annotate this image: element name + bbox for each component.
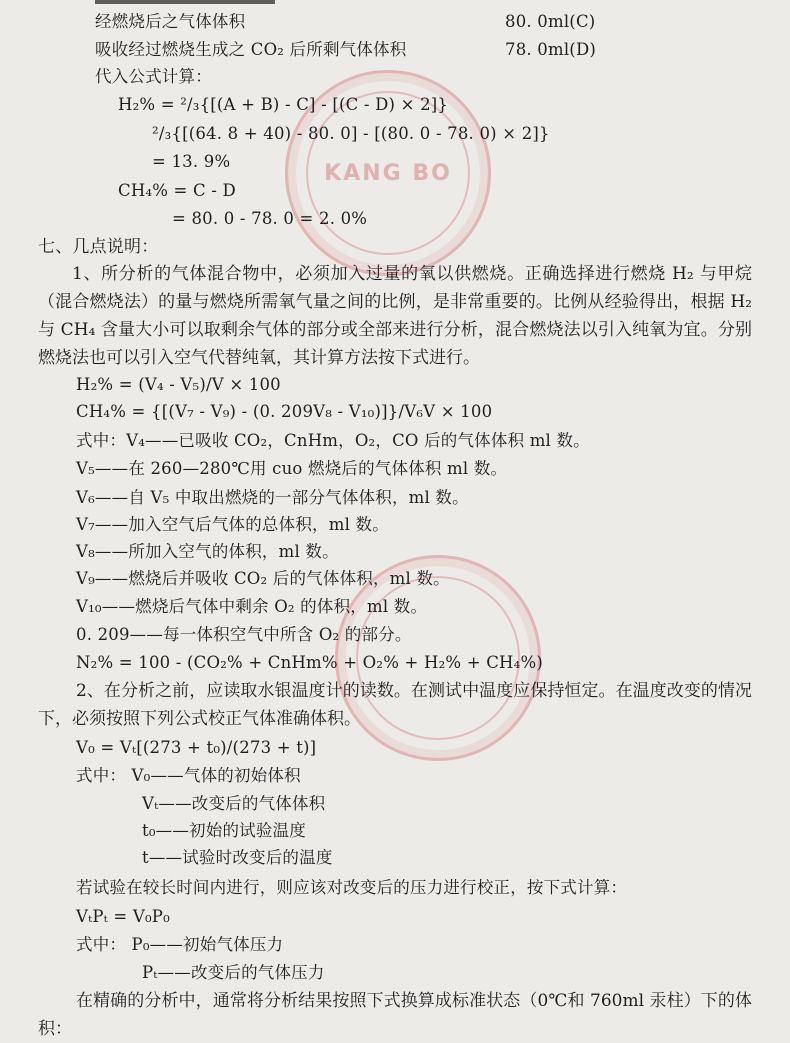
standard-state-paragraph: 在精确的分析中，通常将分析结果按照下式换算成标准状态（0℃和 760ml 汞柱）下的体积： [38, 991, 752, 1039]
watermark-brand: KANG BO [324, 160, 452, 186]
definition-v0: 式中： V₀——气体的初始体积 [76, 766, 301, 785]
definition-pt: Pₜ——改变后的气体压力 [142, 963, 325, 982]
volume-label-d: 吸收经过燃烧生成之 CO₂ 后所剩气体体积 [95, 40, 407, 59]
definition-v5: V₅——在 260—280℃用 cuo 燃烧后的气体体积 ml 数。 [76, 459, 508, 478]
definition-vt: Vₜ——改变后的气体体积 [142, 794, 326, 813]
section-title: 七、几点说明： [38, 237, 159, 257]
paragraph-item-1: 1、所分析的气体混合物中，必须加入过量的氧以供燃烧。正确选择进行燃烧 H₂ 与甲烷（混合燃烧法）的量与燃烧所需氧气量之间的比例，是非常重要的。比例从经验得出，根据 H₂ 与 CH₄ 含量大小可以取剩余气体的部分或全部来进行分析，混合燃烧法以引入纯氧为宜。分别燃烧法也可以引入空气代替纯氧，其计算方法按下式进行。 [38, 264, 752, 368]
equation-volume-correction: V₀ = Vₜ[(273 + t₀)/(273 + t)] [76, 738, 317, 757]
cropped-line-fragment [95, 0, 275, 4]
definition-0209: 0. 209——每一体积空气中所含 O₂ 的部分。 [76, 625, 412, 644]
formula-h2-substituted: ²/₃{[(64. 8 + 40) - 80. 0] - [(80. 0 - 78. 0) × 2]} [152, 124, 550, 143]
formula-ch4-result: = 80. 0 - 78. 0 = 2. 0% [172, 209, 368, 228]
volume-row-c [95, 11, 245, 33]
pressure-correction-intro: 若试验在较长时间内进行，则应该对改变后的压力进行校正，按下式计算： [76, 878, 628, 897]
formula-h2-general: H₂% = ²/₃{[(A + B) - C] - [(C - D) × 2]} [118, 95, 449, 114]
definition-v8: V₈——所加入空气的体积，ml 数。 [76, 542, 339, 561]
equation-pressure: VₜPₜ = V₀P₀ [76, 907, 170, 926]
calc-intro: 代入公式计算： [95, 67, 212, 86]
volume-value-c: 80. 0ml(C) [505, 12, 596, 31]
paragraph-item-2: 2、在分析之前，应读取水银温度计的读数。在测试中温度应保持恒定。在温度改变的情况下，必须按照下列公式校正气体准确体积。 [38, 681, 752, 729]
definition-v9: V₉——燃烧后并吸收 CO₂ 后的气体体积，ml 数。 [76, 569, 450, 588]
volume-label-c: 经燃烧后之气体体积 [95, 12, 246, 31]
definition-v4: 式中：V₄——已吸收 CO₂，CnHm，O₂，CO 后的气体体积 ml 数。 [76, 431, 590, 450]
definition-v10: V₁₀——燃烧后气体中剩余 O₂ 的体积，ml 数。 [76, 597, 428, 616]
equation-ch4: CH₄% = {[(V₇ - V₉) - (0. 209V₈ - V₁₀)]}/V₆V × 100 [76, 402, 493, 421]
volume-value-d: 78. 0ml(D) [505, 40, 597, 59]
equation-n2: N₂% = 100 - (CO₂% + CnHm% + O₂% + H₂% + CH₄%) [76, 653, 543, 672]
equation-h2: H₂% = (V₄ - V₅)/V × 100 [76, 375, 281, 394]
formula-ch4-general: CH₄% = C - D [118, 181, 236, 200]
volume-row-d [95, 39, 406, 61]
definition-t0: t₀——初始的试验温度 [142, 821, 306, 840]
definition-v7: V₇——加入空气后气体的总体积，ml 数。 [76, 515, 389, 534]
definition-t: t——试验时改变后的温度 [142, 848, 333, 867]
definition-p0: 式中： P₀——初始气体压力 [76, 935, 284, 954]
formula-h2-result: = 13. 9% [152, 152, 231, 171]
definition-v6: V₆——自 V₅ 中取出燃烧的一部分气体体积，ml 数。 [76, 488, 469, 507]
